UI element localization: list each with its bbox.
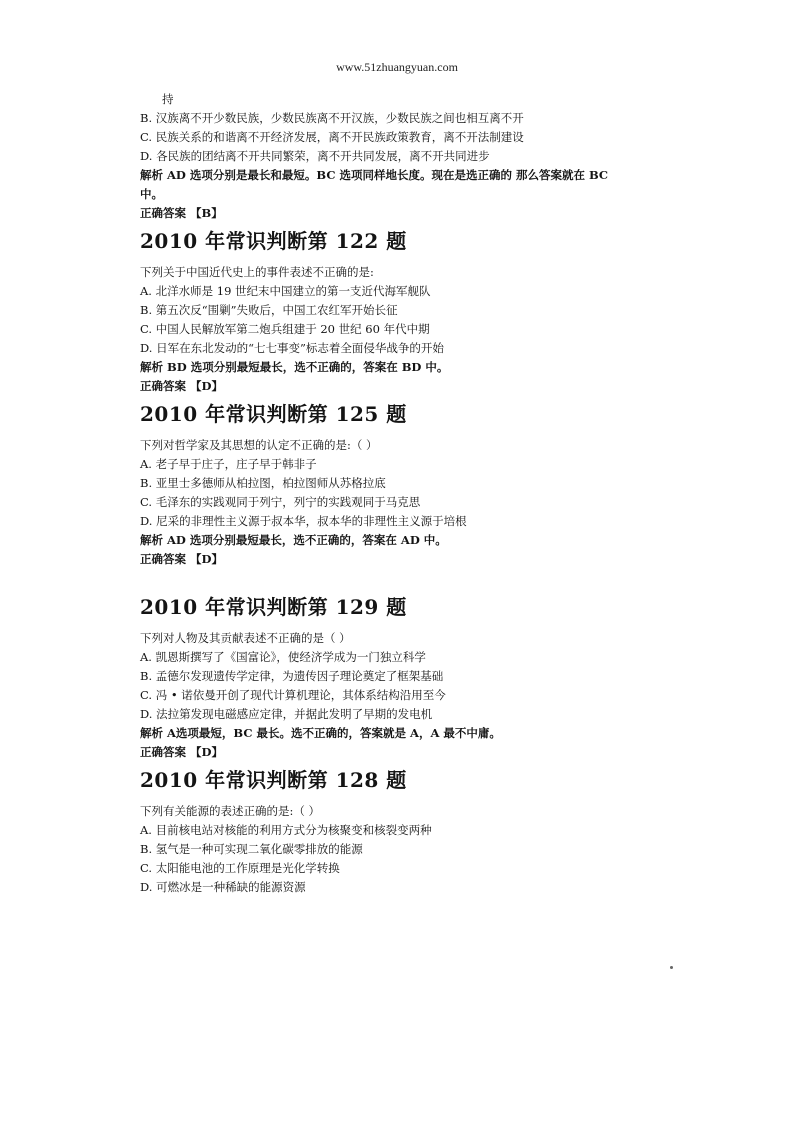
section-spacer	[140, 569, 680, 589]
option-d: D. 可燃冰是一种稀缺的能源资源	[140, 880, 306, 894]
option-b: B. 孟德尔发现遗传学定律，为遗传因子理论奠定了框架基础	[140, 669, 444, 683]
scan-speck	[670, 966, 673, 969]
option-d: D. 各民族的团结离不开共同繁荣，离不开共同发展，离不开共同进步	[140, 149, 490, 163]
question-122	[140, 227, 680, 396]
question-125	[140, 400, 680, 569]
analysis-text-continued: 中。	[140, 187, 163, 201]
analysis-text: 解析 A选项最短，BC 最长。选不正确的，答案就是 A，A 最不中庸。	[140, 726, 501, 740]
intro-block	[140, 90, 680, 223]
option-d: D. 尼采的非理性主义源于叔本华，叔本华的非理性主义源于培根	[140, 514, 467, 528]
answer-text: 正确答案 【D】	[140, 379, 223, 393]
question-stem: 下列对人物及其贡献表述不正确的是（ ）	[140, 631, 351, 645]
option-c: C. 中国人民解放军第二炮兵组建于 20 世纪 60 年代中期	[140, 322, 430, 336]
option-c: C. 毛泽东的实践观同于列宁，列宁的实践观同于马克思	[140, 495, 421, 509]
answer-text: 正确答案 【B】	[140, 206, 223, 220]
question-stem: 下列关于中国近代史上的事件表述不正确的是:	[140, 265, 374, 279]
answer-text: 正确答案 【D】	[140, 745, 223, 759]
option-a: A. 目前核电站对核能的利用方式分为核聚变和核裂变两种	[140, 823, 432, 837]
question-title: 2010 年常识判断第 125 题	[140, 402, 407, 426]
question-128	[140, 766, 680, 897]
option-b: B. 汉族离不开少数民族，少数民族离不开汉族，少数民族之间也相互离不开	[140, 111, 524, 125]
question-129	[140, 593, 680, 762]
question-title: 2010 年常识判断第 128 题	[140, 768, 407, 792]
option-b: B. 第五次反“围剿”失败后，中国工农红军开始长征	[140, 303, 398, 317]
analysis-text: 解析 AD 选项分别是最长和最短。BC 选项同样地长度。现在是选正确的 那么答案就在 BC	[140, 168, 609, 182]
option-a: A. 老子早于庄子，庄子早于韩非子	[140, 457, 317, 471]
header-url: www.51zhuangyuan.com	[336, 60, 458, 74]
analysis-text: 解析 BD 选项分别最短最长，选不正确的，答案在 BD 中。	[140, 360, 449, 374]
question-stem: 下列有关能源的表述正确的是:（ ）	[140, 804, 321, 818]
question-stem: 下列对哲学家及其思想的认定不正确的是:（ ）	[140, 438, 378, 452]
option-d: D. 日军在东北发动的“七七事变”标志着全面侵华战争的开始	[140, 341, 444, 355]
page-content	[140, 90, 680, 897]
option-d: D. 法拉第发现电磁感应定律，并据此发明了早期的发电机	[140, 707, 433, 721]
continuation-text: 持	[162, 92, 174, 106]
option-c: C. 民族关系的和谐离不开经济发展，离不开民族政策教育，离不开法制建设	[140, 130, 524, 144]
analysis-text: 解析 AD 选项分别最短最长，选不正确的，答案在 AD 中。	[140, 533, 447, 547]
option-c: C. 太阳能电池的工作原理是光化学转换	[140, 861, 340, 875]
question-title: 2010 年常识判断第 122 题	[140, 229, 407, 253]
question-title: 2010 年常识判断第 129 题	[140, 595, 407, 619]
option-a: A. 凯恩斯撰写了《国富论》，使经济学成为一门独立科学	[140, 650, 426, 664]
option-a: A. 北洋水师是 19 世纪末中国建立的第一支近代海军舰队	[140, 284, 431, 298]
option-c: C. 冯 • 诺依曼开创了现代计算机理论，其体系结构沿用至今	[140, 688, 446, 702]
option-b: B. 氢气是一种可实现二氧化碳零排放的能源	[140, 842, 363, 856]
option-b: B. 亚里士多德师从柏拉图，柏拉图师从苏格拉底	[140, 476, 386, 490]
answer-text: 正确答案 【D】	[140, 552, 223, 566]
